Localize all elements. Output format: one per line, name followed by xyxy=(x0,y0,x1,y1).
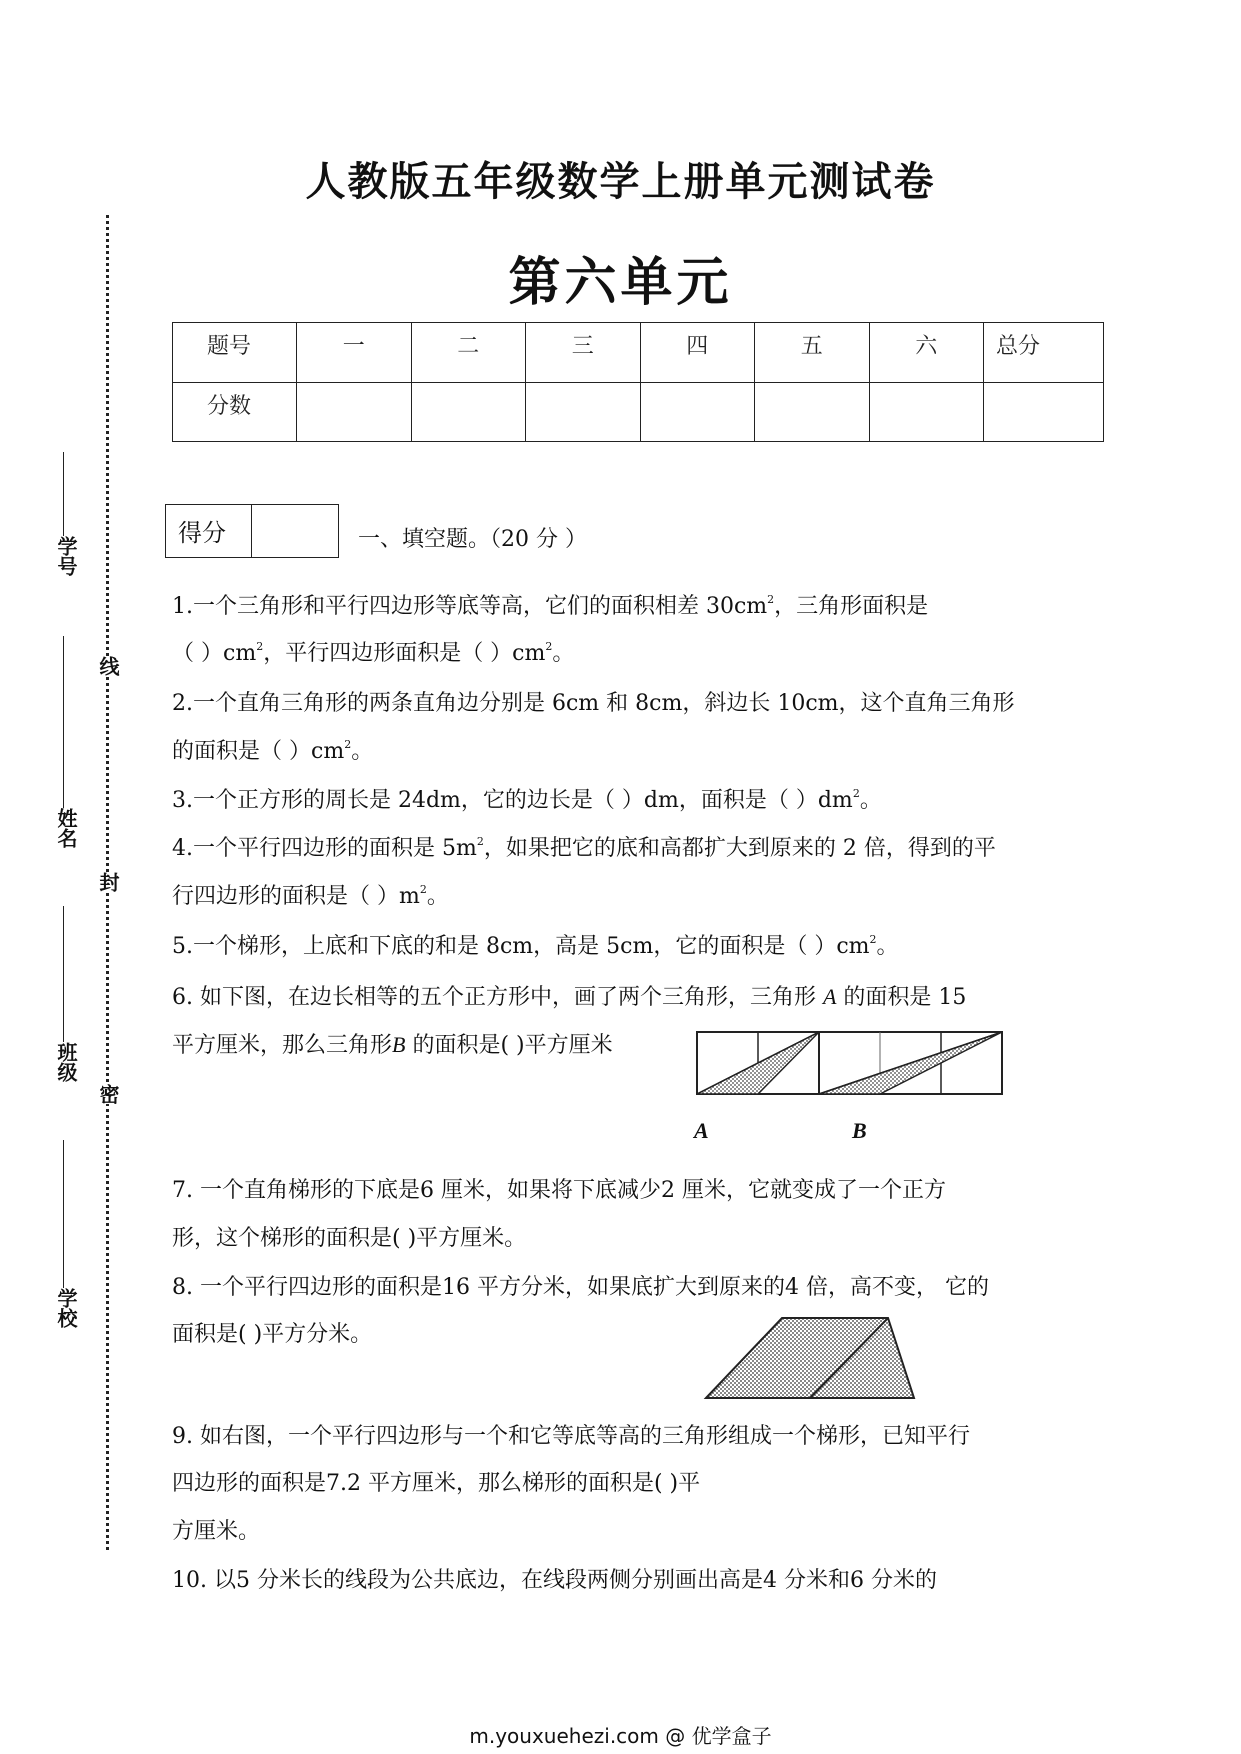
table-cell: 六 xyxy=(869,323,984,383)
table-cell: 三 xyxy=(526,323,641,383)
score-input-cell[interactable] xyxy=(984,382,1104,442)
question-5: 5.一个梯形，上底和下底的和是 8cm，高是 5cm，它的面积是（ ）$cm^2$。 xyxy=(172,933,899,959)
question-9-line-1: 9. 如右图，一个平行四边形与一个和它等底等高的三角形组成一个梯形，已知平行 xyxy=(172,1424,970,1449)
figure-label-b: B xyxy=(852,1118,867,1143)
score-table-score-row xyxy=(173,382,1104,442)
table-cell: 总分 xyxy=(984,323,1104,383)
question-4-line-1: 4.一个平行四边形的面积是 $5m^2$，如果把它的底和高都扩大到原来的 2 倍，得到的平 xyxy=(172,835,996,861)
footer-watermark: m.youxuehezi.com @ 优学盒子 xyxy=(469,1724,772,1748)
exam-title: 人教版五年级数学上册单元测试卷 xyxy=(305,158,936,205)
section-heading: 一、填空题。（20 分 ） xyxy=(358,527,587,552)
question-3: 3.一个正方形的周长是 24dm，它的边长是（ ）dm，面积是（ ）$dm^2$。 xyxy=(172,787,882,813)
unit-title: 第六单元 xyxy=(508,252,733,313)
score-input-cell[interactable] xyxy=(640,382,755,442)
figure-label-a: A xyxy=(694,1118,709,1143)
question-9-line-3: 方厘米。 xyxy=(172,1519,261,1544)
question-4-line-2: 行四边形的面积是（ ）$m^2$。 xyxy=(172,883,449,909)
score-table xyxy=(172,322,1104,442)
question-1-line-1: 1.一个三角形和平行四边形等底等高，它们的面积相差 $30cm^2$，三角形面积是 xyxy=(172,593,929,619)
blank-xuehao[interactable] xyxy=(63,452,64,536)
label-xuexiao: 学校 xyxy=(54,1288,78,1328)
score-input-cell[interactable] xyxy=(297,382,412,442)
question-8-line-1: 8. 一个平行四边形的面积是16 平方分米，如果底扩大到原来的4 倍，高不变， 它的 xyxy=(172,1275,989,1300)
score-input-cell[interactable] xyxy=(755,382,870,442)
blank-banji[interactable] xyxy=(63,906,64,1042)
question-10-line-1: 10. 以5 分米长的线段为公共底边，在线段两侧分别画出高是4 分米和6 分米的 xyxy=(172,1568,937,1593)
blank-xuexiao[interactable] xyxy=(63,1140,64,1288)
score-input-cell[interactable] xyxy=(526,382,641,442)
table-cell: 分数 xyxy=(173,382,297,442)
table-cell: 一 xyxy=(297,323,412,383)
table-cell: 四 xyxy=(640,323,755,383)
label-xuehao: 学号 xyxy=(54,536,78,576)
question-9-line-2: 四边形的面积是7.2 平方厘米，那么梯形的面积是( )平 xyxy=(172,1471,701,1496)
label-mi: 密 xyxy=(94,1084,123,1104)
score-input-cell[interactable] xyxy=(869,382,984,442)
table-cell: 题号 xyxy=(173,323,297,383)
question-6-line-1: 6. 如下图，在边长相等的五个正方形中，画了两个三角形，三角形 A 的面积是 15 xyxy=(172,984,967,1010)
trapezoid-figure xyxy=(700,1312,920,1402)
question-1-line-2: （ ）$cm^2$，平行四边形面积是（ ）$cm^2$。 xyxy=(172,640,575,666)
question-6-line-2: 平方厘米，那么三角形B 的面积是( )平方厘米 xyxy=(172,1032,613,1058)
table-cell: 二 xyxy=(411,323,526,383)
label-xingming: 姓名 xyxy=(54,808,78,848)
label-banji: 班级 xyxy=(54,1042,78,1082)
defen-label: 得分 xyxy=(166,505,252,557)
trapezoid-shape xyxy=(706,1318,914,1398)
question-2-line-2: 的面积是（ ）$cm^2$。 xyxy=(172,738,374,764)
score-table-header-row xyxy=(173,323,1104,383)
defen-box xyxy=(165,504,339,558)
label-xian: 线 xyxy=(94,656,123,676)
score-input-cell[interactable] xyxy=(411,382,526,442)
question-7-line-2: 形，这个梯形的面积是( )平方厘米。 xyxy=(172,1226,527,1251)
five-squares-figure xyxy=(696,1030,1006,1102)
table-cell: 五 xyxy=(755,323,870,383)
question-2-line-1: 2.一个直角三角形的两条直角边分别是 6cm 和 8cm，斜边长 10cm，这个直角三角形 xyxy=(172,691,1015,716)
question-8-line-2: 面积是( )平方分米。 xyxy=(172,1322,373,1347)
question-7-line-1: 7. 一个直角梯形的下底是6 厘米，如果将下底减少2 厘米，它就变成了一个正方 xyxy=(172,1178,946,1203)
label-feng: 封 xyxy=(94,872,123,892)
blank-xingming[interactable] xyxy=(63,636,64,808)
